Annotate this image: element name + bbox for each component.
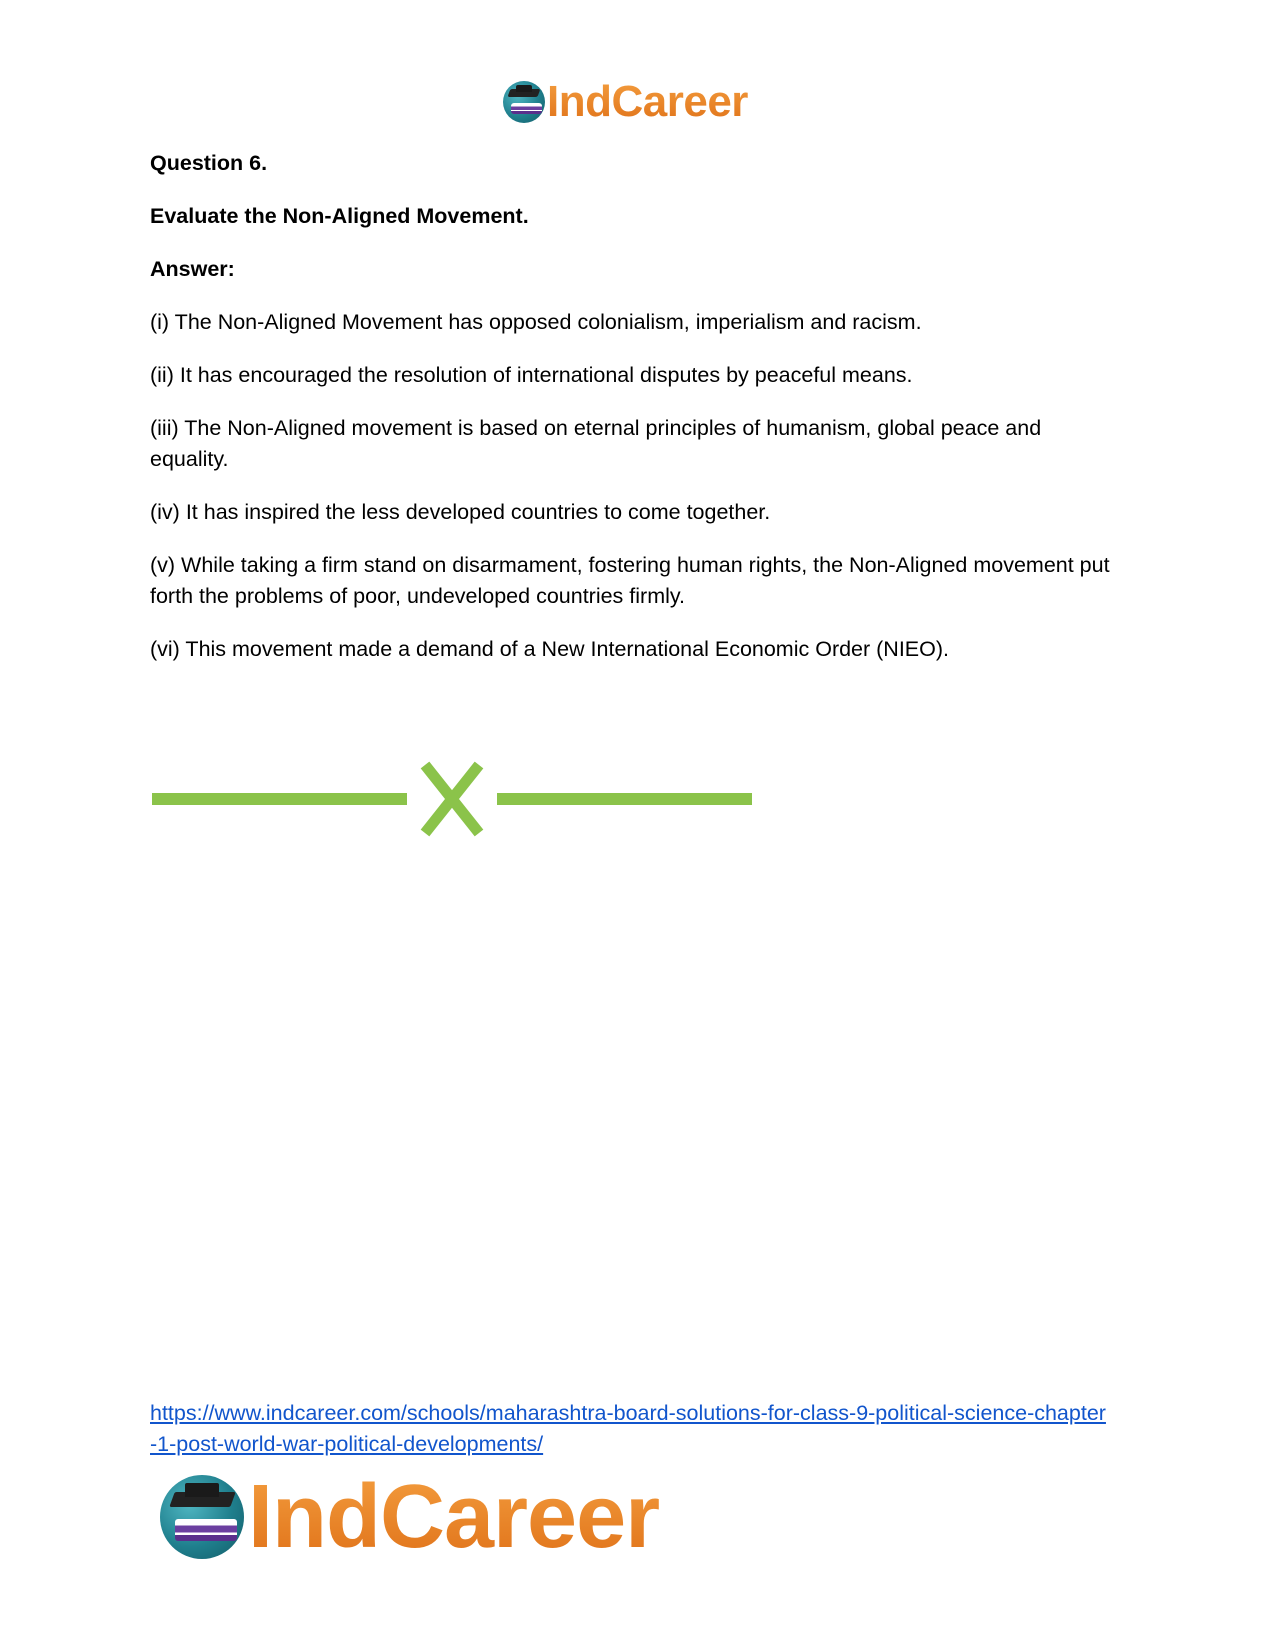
answer-point: (i) The Non-Aligned Movement has opposed colonialism, imperialism and racism. xyxy=(150,310,922,334)
question-prompt: Evaluate the Non-Aligned Movement. xyxy=(150,204,529,228)
answer-point: (iii) The Non-Aligned movement is based on eternal principles of humanism, global peace and equality. xyxy=(150,416,1042,471)
section-divider xyxy=(152,760,752,838)
cross-icon xyxy=(425,765,479,833)
header-logo-text: IndCareer xyxy=(547,77,748,126)
footer-logo-text: IndCareer xyxy=(248,1467,660,1567)
divider-line-left xyxy=(152,793,407,805)
graduation-cap-book-icon xyxy=(160,1475,244,1559)
answer-point: (iv) It has inspired the less developed countries to come together. xyxy=(150,500,771,524)
footer-logo xyxy=(160,1467,660,1567)
graduation-cap-book-icon xyxy=(503,81,545,123)
answer-point: (vi) This movement made a demand of a New International Economic Order (NIEO). xyxy=(150,637,950,661)
answer-point: (ii) It has encouraged the resolution of international disputes by peaceful means. xyxy=(150,363,913,387)
divider-line-right xyxy=(497,793,752,805)
question-number: Question 6. xyxy=(150,151,268,175)
answer-label: Answer: xyxy=(150,257,235,281)
answer-point: (v) While taking a firm stand on disarmament, fostering human rights, the Non-Aligned movement put forth the problems of poor, undeveloped countries firmly. xyxy=(150,553,1110,608)
question-content xyxy=(150,148,1110,687)
source-link[interactable]: https://www.indcareer.com/schools/maharashtra-board-solutions-for-class-9-political-science-chapter-1-post-world-war-political-developments/ xyxy=(150,1401,1106,1456)
header-logo xyxy=(503,77,748,126)
